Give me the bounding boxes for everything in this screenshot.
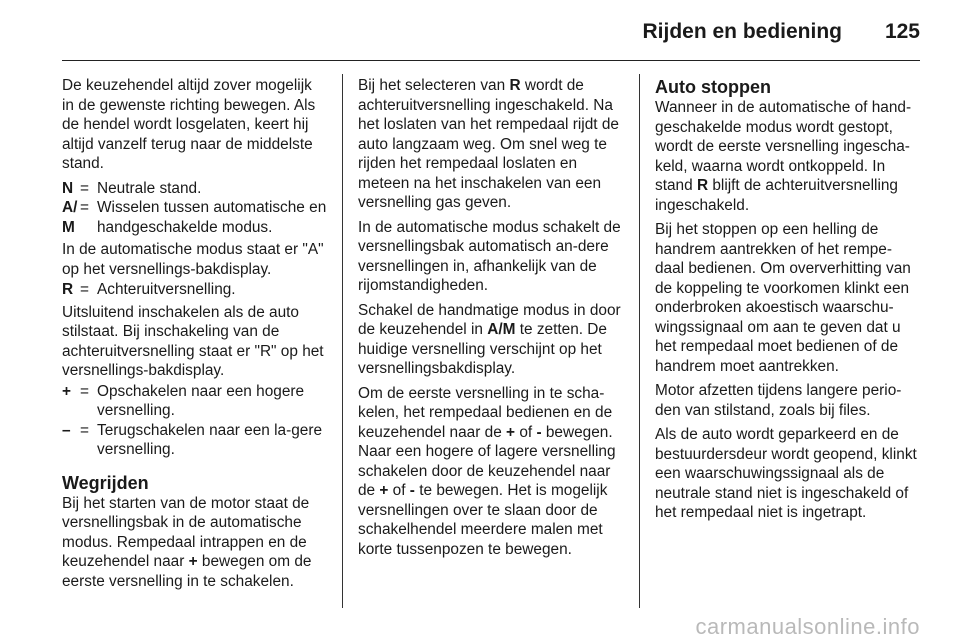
definition-continuation: In de automatische modus staat er "A" op het versnellings-bakdisplay. bbox=[62, 241, 324, 278]
paragraph: Schakel de handmatige modus in door de keuzehendel in A/M te zetten. De huidige versnelling verschijnt op het versnellingsbakdisplay. bbox=[358, 301, 621, 377]
definition-continuation: Uitsluitend inschakelen als de auto stilstaat. Bij inschakeling van de achteruitversnelling staat er "R" op het versnellings-bakdisplay. bbox=[62, 303, 324, 379]
definition-equals: = bbox=[80, 421, 89, 439]
paragraph: Als de auto wordt geparkeerd en de bestuurdersdeur wordt geopend, klinkt een waarschuwingssignaal als de neutrale stand niet is ingeschakeld of het rempedaal niet is ingetrapt. bbox=[655, 426, 917, 521]
definition-equals: = bbox=[80, 199, 89, 216]
definition-item bbox=[62, 179, 328, 199]
paragraph: Om de eerste versnelling in te scha-kelen, het rempedaal bedienen en de keuzehendel naar de + of - bewegen. Naar een hogere of lagere versnelling schakelen door de keuzehendel naar de + of - te bewegen. Het is mogelijk versnellingen over te slaan door de schakelhendel meerdere malen met korte tussenpozen te bewegen. bbox=[358, 384, 616, 558]
definition-desc: Terugschakelen naar een la-gere versnelling. bbox=[97, 421, 323, 458]
paragraph: Motor afzetten tijdens langere perio-den van stilstand, zoals bij files. bbox=[655, 382, 902, 419]
column-2 bbox=[358, 76, 622, 564]
page-header bbox=[62, 0, 920, 61]
definition-term: – bbox=[62, 421, 71, 439]
definition-item bbox=[62, 421, 328, 460]
section-heading-auto-stoppen: Auto stoppen bbox=[655, 77, 771, 97]
definition-term: R bbox=[62, 281, 74, 298]
paragraph: Wanneer in de automatische of hand-geschakelde modus wordt gestopt, wordt de eerste versnelling ingescha-keld, waarna wordt ontkoppeld. In stand R blijft de achteruitversnelling ingeschakeld. bbox=[655, 99, 912, 214]
intro-paragraph: De keuzehendel altijd zover mogelijk in de gewenste richting bewegen. Als de hendel wordt losgelaten, keert hij altijd vanzelf terug naar de middelste stand. bbox=[62, 77, 316, 172]
definition-term: N bbox=[62, 179, 74, 197]
paragraph: Bij het stoppen op een helling de handrem aantrekken of het rempe-daal bedienen. Om oververhitting van de koppeling te voorkomen klinkt een onderbroken akoestisch waarschu-wingssignaal om aan te geven dat u het rempedaal moet bedienen of de handrem moet aantrekken. bbox=[655, 221, 911, 375]
definition-equals: = bbox=[80, 179, 89, 197]
definition-desc: Achteruitversnelling. bbox=[97, 281, 236, 298]
page-number: 125 bbox=[884, 20, 920, 43]
definition-equals: = bbox=[80, 281, 89, 298]
definition-item bbox=[62, 280, 328, 381]
definition-item bbox=[62, 198, 328, 279]
definition-desc: Neutrale stand. bbox=[97, 179, 202, 197]
gear-definition-list bbox=[62, 179, 328, 460]
section-heading-wegrijden: Wegrijden bbox=[62, 472, 149, 493]
paragraph: In de automatische modus schakelt de versnellingsbak automatisch an-dere versnellingen in, afhankelijk van de rijomstandigheden. bbox=[358, 218, 621, 294]
definition-desc: Opschakelen naar een hogere versnelling. bbox=[97, 382, 305, 419]
definition-equals: = bbox=[80, 382, 89, 400]
page-title: Rijden en bediening bbox=[642, 20, 842, 43]
wegrijden-paragraph: Bij het starten van de motor staat de versnellingsbak in de automatische modus. Rempedaal intrappen en de keuzehendel naar + bewegen om de eerste versnelling in te schakelen. bbox=[62, 494, 312, 590]
column-3 bbox=[655, 76, 921, 528]
column-1 bbox=[62, 76, 328, 596]
watermark: carmanualsonline.info bbox=[695, 614, 920, 639]
column-divider bbox=[639, 74, 640, 608]
column-divider bbox=[342, 74, 343, 608]
paragraph: Bij het selecteren van R wordt de achteruitversnelling ingeschakeld. Na het loslaten van het rempedaal rijdt de auto langzaam weg. Om snel weg te rijden het rempedaal loslaten en meteen na het inschakelen van een versnelling gas geven. bbox=[358, 77, 619, 211]
definition-desc: Wisselen tussen automatische en handgeschakelde modus. bbox=[97, 199, 327, 236]
definition-term: A/ M bbox=[62, 199, 78, 236]
definition-term: + bbox=[62, 382, 71, 400]
definition-item bbox=[62, 382, 328, 421]
